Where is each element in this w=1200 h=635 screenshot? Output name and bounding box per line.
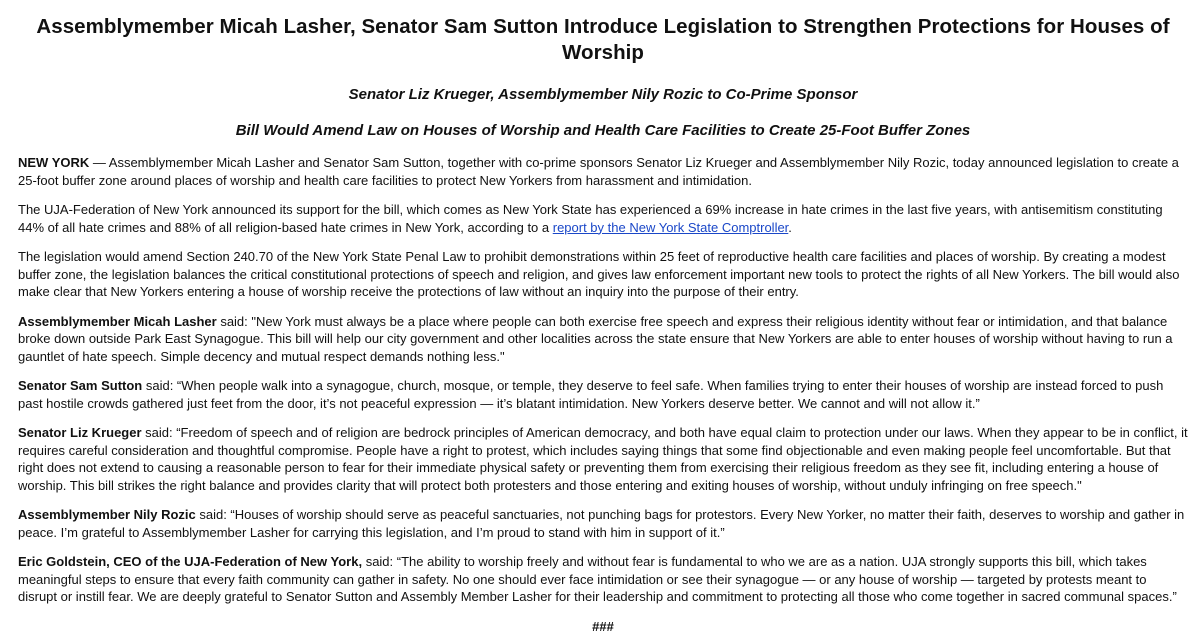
quote-text: said: “When people walk into a synagogue, church, mosque, or temple, they deserve to feel safe. When families trying to enter their houses of worship are instead forced to push past hostile crowds gathered just feet from the door, it’s not peaceful expression — it’s blatant intimidation. New Yorkers deserve better. We cannot and will not allow it.” xyxy=(18,378,1164,411)
page-title: Assemblymember Micah Lasher, Senator Sam Sutton Introduce Legislation to Strengthen Protections for Houses of Worship xyxy=(36,15,1170,64)
quote-krueger xyxy=(18,424,1188,494)
quote-text: said: "New York must always be a place where people can both exercise free speech and express their religious identity without fear or intimidation, and that balance broke down outside Park East Synagogue. This bill will help our city government and other localities across the state ensure that New Yorkers are able to enter houses of worship without having to run a gauntlet of hate speech. Simple decency and mutual respect demands nothing less." xyxy=(18,313,1173,364)
paragraph-uja-support xyxy=(18,201,1188,236)
subheading-bill-summary: Bill Would Amend Law on Houses of Worship and Health Care Facilities to Create 25-Foot Buffer Zones xyxy=(235,122,971,139)
subheading-cosponsors: Senator Liz Krueger, Assemblymember Nily Rozic to Co-Prime Sponsor xyxy=(348,86,858,103)
paragraph-intro-text: — Assemblymember Micah Lasher and Senator Sam Sutton, together with co-prime sponsors Senator Liz Krueger and Assemblymember Nily Rozic, today announced legislation to create a 25-foot buffer zone around places of worship and health care facilities to protect New Yorkers from harassment and intimidation. xyxy=(18,155,1179,188)
speaker-name: Assemblymember Nily Rozic xyxy=(18,507,196,522)
quote-lasher xyxy=(18,313,1188,366)
quote-text: said: “Freedom of speech and of religion are bedrock principles of American democracy, and both have equal claim to protection under our laws. When they appear to be in conflict, it requires careful consideration and thoughtful compromise. People have a right to protest, which includes saying things that some find objectionable and even making people feel uncomfortable. But that right does not extend to causing a reasonable person to fear for their immediate physical safety or preventing them from exercising their religious freedom as they see fit, including entering a house of worship. This bill strikes the right balance and provides clarity that will protect both protesters and those entering and exiting houses of worship, without unduly infringing on free speech." xyxy=(18,425,1188,493)
comptroller-report-link[interactable]: report by the New York State Comptroller xyxy=(552,219,789,235)
speaker-name: Senator Sam Sutton xyxy=(18,378,143,393)
end-mark: ### xyxy=(592,618,614,634)
paragraph-uja-text: The UJA-Federation of New York announced its support for the bill, which comes as New York State has experienced a 69% increase in hate crimes in the last five years, with antisemitism constituting 44% of all hate crimes and 88% of all religion-based hate crimes in New York, according to a xyxy=(18,202,1163,235)
speaker-name: Senator Liz Krueger xyxy=(18,425,142,440)
quote-text: said: “The ability to worship freely and without fear is fundamental to who we are as a nation. UJA strongly supports this bill, which takes meaningful steps to ensure that every faith community can gather in safety. No one should ever face intimidation or see their synagogue — or any house of worship — targeted by protests meant to disrupt or instill fear. We are deeply grateful to Senator Sutton and Assembly Member Lasher for their leadership and commitment to protecting all those who come together in sacred communal spaces.” xyxy=(18,554,1177,604)
quote-sutton xyxy=(18,377,1188,412)
paragraph-intro xyxy=(18,154,1188,189)
quote-goldstein xyxy=(18,553,1188,606)
quote-rozic xyxy=(18,506,1188,541)
paragraph-legislation-details: The legislation would amend Section 240.70 of the New York State Penal Law to prohibit demonstrations within 25 feet of reproductive health care facilities and places of worship. By creating a modest buffer zone, the legislation balances the critical constitutional protections of speech and religion, and gives law enforcement important new tools to protect the rights of all New Yorkers. The bill would also make clear that New Yorkers entering a house of worship receive the protections of law without an inquiry into the purpose of their entry. xyxy=(18,249,1180,299)
quote-text: said: “Houses of worship should serve as peaceful sanctuaries, not punching bags for protestors. Every New Yorker, no matter their faith, deserves to worship and gather in peace. I’m grateful to Assemblymember Lasher for carrying this legislation, and I’m proud to stand with him in support of it.” xyxy=(18,507,1185,540)
dateline: NEW YORK xyxy=(18,155,90,170)
speaker-name: Eric Goldstein, CEO of the UJA-Federation of New York, xyxy=(18,554,363,569)
paragraph-uja-text-end: . xyxy=(788,219,792,235)
speaker-name: Assemblymember Micah Lasher xyxy=(18,313,217,329)
